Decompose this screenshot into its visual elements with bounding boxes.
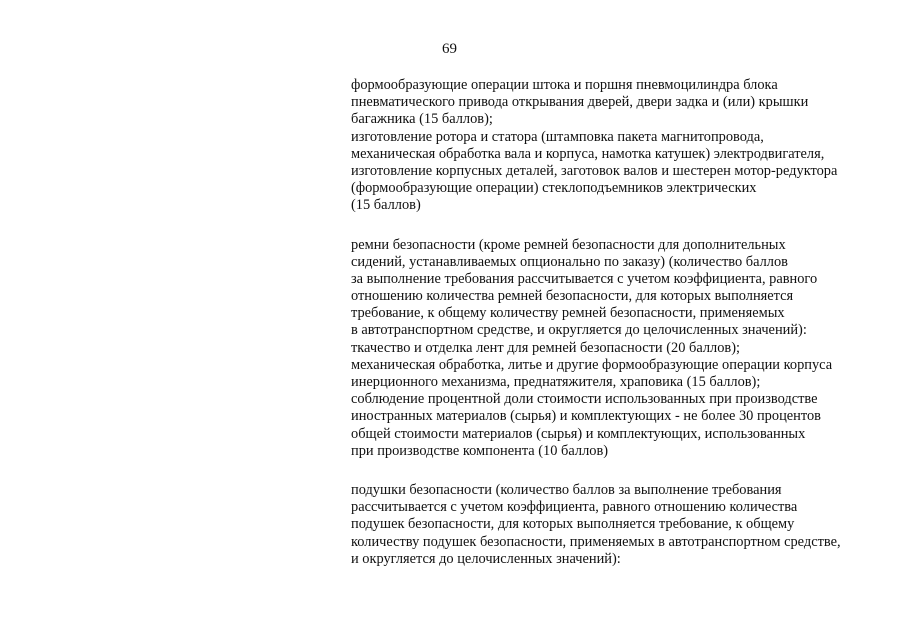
paragraph-gap (351, 460, 891, 482)
text-line: формообразующие операции штока и поршня пневмоцилиндра блока (351, 77, 778, 93)
text-line: за выполнение требования рассчитывается с учетом коэффициента, равного (351, 270, 818, 287)
text-line: и округляется до целочисленных значений): (351, 550, 621, 567)
text-line: подушки безопасности (количество баллов за выполнение требования (351, 481, 782, 498)
paragraph (351, 237, 891, 460)
text-line: отношению количества ремней безопасности, для которых выполняется (351, 288, 794, 305)
text-line: количеству подушек безопасности, применяемых в автотранспортном средстве, (351, 533, 841, 550)
text-line: при производстве компонента (10 баллов) (351, 442, 609, 459)
text-line: механическая обработка, литье и другие формообразующие операции корпуса (351, 356, 833, 373)
text-line: иностранных материалов (сырья) и комплектующих - не более 30 процентов (351, 408, 821, 425)
text-line: багажника (15 баллов); (351, 111, 493, 128)
text-line: требование, к общему количеству ремней безопасности, применяемых (351, 305, 785, 322)
text-line: рассчитывается с учетом коэффициента, равного отношению количества (351, 499, 798, 516)
paragraph (351, 77, 891, 215)
text-line: соблюдение процентной доли стоимости использованных при производстве (351, 391, 818, 408)
text-line: инерционного механизма, преднатяжителя, храповика (15 баллов); (351, 374, 761, 390)
text-line: общей стоимости материалов (сырья) и комплектующих, использованных (351, 425, 806, 442)
text-line: подушек безопасности, для которых выполняется требование, к общему (351, 516, 795, 533)
text-line: ткачество и отделка лент для ремней безопасности (20 баллов); (351, 339, 740, 356)
text-line: (15 баллов) (351, 197, 421, 214)
text-line: (формообразующие операции) стеклоподъемников электрических (351, 180, 757, 197)
text-line: изготовление ротора и статора (штамповка пакета магнитопровода, (351, 128, 764, 145)
text-line: в автотранспортном средстве, и округляется до целочисленных значений): (351, 322, 807, 339)
paragraph-gap (351, 215, 891, 237)
text-line: механическая обработка вала и корпуса, намотка катушек) электродвигателя, (351, 145, 825, 162)
text-line: изготовление корпусных деталей, заготовок валов и шестерен мотор-редуктора (351, 162, 838, 179)
text-line: пневматического привода открывания дверей, двери задка и (или) крышки (351, 94, 809, 111)
text-line: ремни безопасности (кроме ремней безопасности для дополнительных (351, 236, 786, 253)
text-line: сидений, устанавливаемых опционально по заказу) (количество баллов (351, 253, 788, 270)
document-body (351, 77, 891, 568)
paragraph (351, 482, 891, 568)
page-number: 69 (442, 41, 457, 57)
